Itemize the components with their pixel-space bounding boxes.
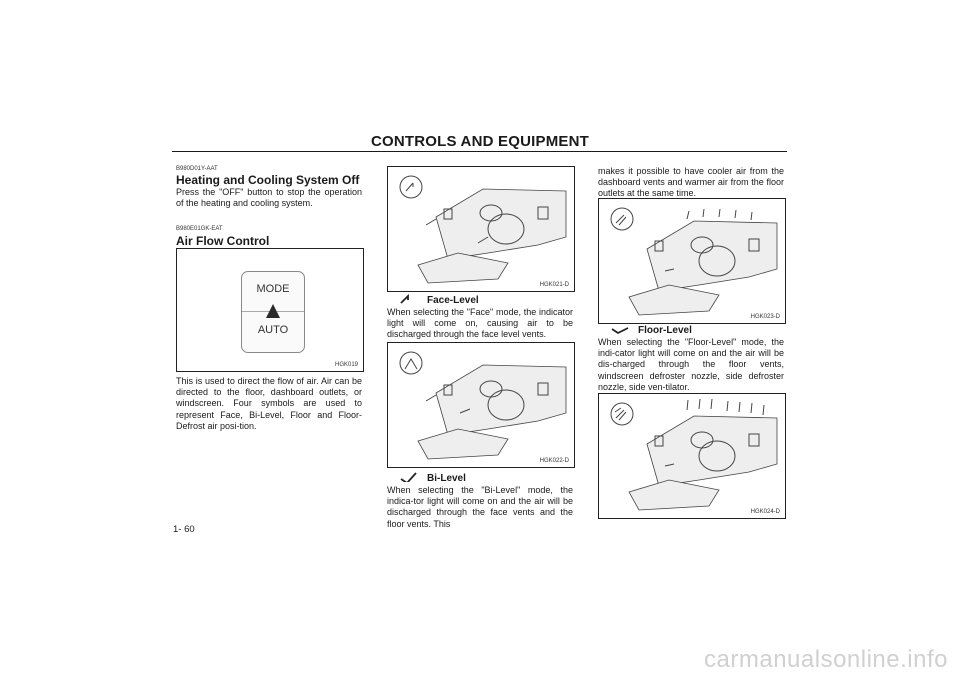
heading-bi-level: Bi-Level [427,473,466,484]
paragraph-heating-off: Press the "OFF" button to stop the operation of the heating and cooling system. [176,187,362,209]
paragraph-bi-level: When selecting the "Bi-Level" mode, the indica-tor light will come on and the air will be discharged through the face vents and the floor vents. This [387,485,573,529]
paragraph-continued: makes it possible to have cooler air from the dashboard vents and warmer air from the floor outlets at the same time. [598,166,784,199]
figure-floor-defrost [598,393,786,519]
page-header: CONTROLS AND EQUIPMENT [370,133,589,150]
section-code-air-flow: B980E01GK-EAT [176,226,223,232]
heading-heating-off: Heating and Cooling System Off [176,173,360,187]
figure-code: HGK024-D [750,509,780,515]
dashboard-face-illustration [388,167,574,291]
floor-vent-icon [609,323,631,335]
figure-floor-level [598,198,786,324]
section-code-heating-off: B980D01Y-AAT [176,166,218,172]
auto-label: AUTO [257,324,289,336]
figure-code: HGK019 [334,362,358,368]
heading-face-level: Face-Level [427,295,479,306]
dashboard-bilevel-illustration [388,343,574,467]
dashboard-defrost-illustration [599,394,785,518]
bilevel-vent-icon [398,470,420,482]
figure-code: HGK022-D [539,458,569,464]
dashboard-floor-illustration [599,199,785,323]
paragraph-floor-level: When selecting the "Floor-Level" mode, the indi-cator light will come on and the air will be dis-charged through the floor vents, windscreen defroster nozzle, side defroster nozzle, side ven-tilator. [598,337,784,392]
watermark-footer: carmanualsonline.info [704,646,948,673]
page-number: 1- 60 [173,524,195,535]
figure-code: HGK023-D [750,314,780,320]
face-vent-icon [398,293,420,305]
mode-button-panel [241,271,305,353]
figure-code: HGK021-D [539,282,569,288]
paragraph-air-flow: This is used to direct the flow of air. Air can be directed to the floor, dashboard outlets, or windscreen. Four symbols are used to represent Face, Bi-Level, Floor and Floor-Defrost air posi-tion. [176,376,362,431]
figure-face-level [387,166,575,292]
heading-floor-level: Floor-Level [638,325,692,336]
header-rule [172,151,787,152]
paragraph-face-level: When selecting the "Face" mode, the indicator light will come on, causing air to be discharged through the face level vents. [387,307,573,340]
figure-mode-button [176,248,364,372]
mode-label: MODE [256,283,290,295]
heading-air-flow: Air Flow Control [176,234,270,248]
mode-arrow-icon [265,303,281,319]
figure-bi-level [387,342,575,468]
